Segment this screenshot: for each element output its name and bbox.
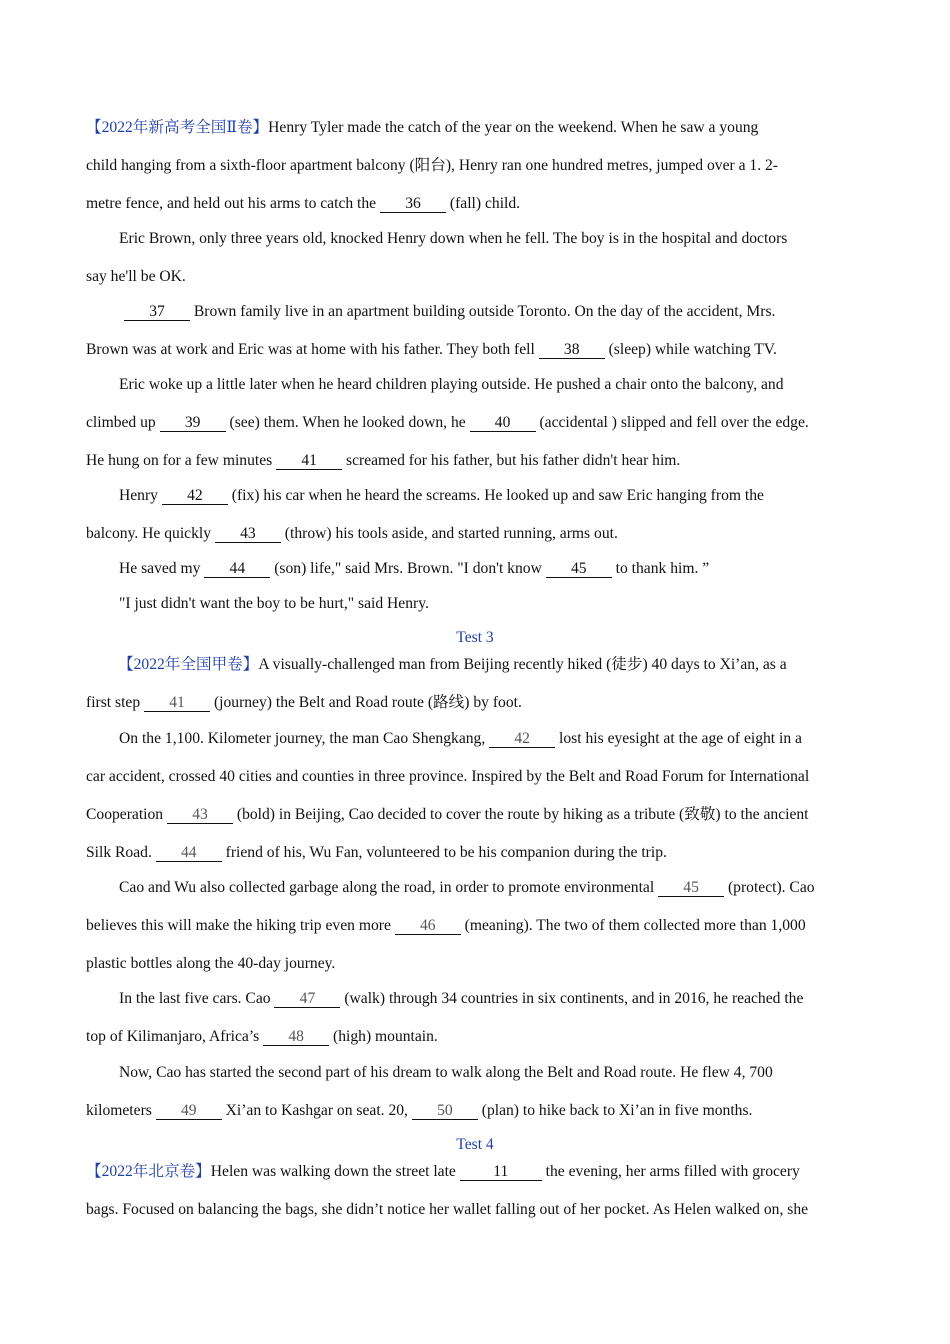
blank-field: 44 (204, 561, 270, 578)
passage-line: say he'll be OK. (86, 268, 186, 285)
passage-line: In the last five cars. Cao 47 (walk) through 34 countries in six continents, and in 2016, he reached the (119, 990, 804, 1007)
passage-line: Cooperation 43 (bold) in Beijing, Cao decided to cover the route by hiking as a tribute (致敬) to the ancient (86, 806, 809, 823)
passage-line: top of Kilimanjaro, Africa’s 48 (high) mountain. (86, 1028, 438, 1045)
blank-field: 42 (162, 488, 228, 505)
passage-line: Cao and Wu also collected garbage along the road, in order to promote environmental 45 (protect). Cao (119, 879, 815, 896)
passage-line: plastic bottles along the 40-day journey. (86, 955, 336, 972)
passage-line: Now, Cao has started the second part of his dream to walk along the Belt and Road route. He flew 4, 700 (119, 1064, 773, 1081)
blank-field: 45 (546, 561, 612, 578)
test-heading: Test 3 (456, 629, 494, 646)
blank-field: 43 (215, 526, 281, 543)
blank-field: 40 (470, 415, 536, 432)
passage-line: 【2022年全国甲卷】A visually-challenged man from Beijing recently hiked (徒步) 40 days to Xi’an, as a (118, 656, 787, 673)
blank-field: 41 (144, 695, 210, 712)
blank-field: 48 (263, 1029, 329, 1046)
blank-field: 45 (658, 880, 724, 897)
blank-field: 38 (539, 342, 605, 359)
passage-line: child hanging from a sixth-floor apartment balcony (阳台), Henry ran one hundred metres, jumped over a 1. 2- (86, 157, 778, 174)
passage-line: 【2022年新高考全国Ⅱ卷】Henry Tyler made the catch of the year on the weekend. When he saw a young (86, 119, 759, 136)
passage-line: 【2022年北京卷】Helen was walking down the street late 11 the evening, her arms filled with grocery (86, 1163, 800, 1180)
blank-field: 49 (156, 1103, 222, 1120)
test-heading: Test 4 (456, 1136, 494, 1153)
blank-field: 11 (460, 1164, 542, 1181)
passage-line: He hung on for a few minutes 41 screamed for his father, but his father didn't hear him. (86, 452, 681, 469)
passage-line: On the 1,100. Kilometer journey, the man Cao Shengkang, 42 lost his eyesight at the age of eight in a (119, 730, 802, 747)
passage-line: believes this will make the hiking trip even more 46 (meaning). The two of them collected more than 1,000 (86, 917, 806, 934)
passage-line: He saved my 44 (son) life," said Mrs. Brown. "I don't know 45 to thank him. ” (119, 560, 710, 577)
passage-line: Brown was at work and Eric was at home with his father. They both fell 38 (sleep) while watching TV. (86, 341, 777, 358)
blank-field: 42 (489, 731, 555, 748)
passage-line: kilometers 49 Xi’an to Kashgar on seat. 20, 50 (plan) to hike back to Xi’an in five months. (86, 1102, 753, 1119)
passage-line: Henry 42 (fix) his car when he heard the screams. He looked up and saw Eric hanging from the (119, 487, 764, 504)
passage-line: balcony. He quickly 43 (throw) his tools aside, and started running, arms out. (86, 525, 618, 542)
blank-field: 37 (124, 304, 190, 321)
blank-field: 43 (167, 807, 233, 824)
source-tag: 【2022年全国甲卷】 (118, 656, 259, 673)
blank-field: 36 (380, 196, 446, 213)
passage-line: 37 Brown family live in an apartment building outside Toronto. On the day of the accident, Mrs. (124, 302, 775, 322)
blank-field: 47 (274, 991, 340, 1008)
source-tag: 【2022年新高考全国Ⅱ卷】 (86, 119, 269, 136)
passage-line: "I just didn't want the boy to be hurt," said Henry. (119, 595, 429, 612)
blank-field: 41 (276, 453, 342, 470)
passage-line: climbed up 39 (see) them. When he looked down, he 40 (accidental ) slipped and fell over the edge. (86, 414, 809, 431)
passage-line: Eric Brown, only three years old, knocked Henry down when he fell. The boy is in the hospital and doctors (119, 230, 788, 247)
passage-line: bags. Focused on balancing the bags, she didn’t notice her wallet falling out of her pocket. As Helen walked on, she (86, 1201, 809, 1218)
blank-field: 50 (412, 1103, 478, 1120)
passage-line: Silk Road. 44 friend of his, Wu Fan, volunteered to be his companion during the trip. (86, 844, 667, 861)
passage-line: car accident, crossed 40 cities and counties in three province. Inspired by the Belt and Road Forum for International (86, 768, 810, 785)
passage-line: metre fence, and held out his arms to catch the 36 (fall) child. (86, 195, 521, 212)
blank-field: 39 (160, 415, 226, 432)
passage-line: first step 41 (journey) the Belt and Road route (路线) by foot. (86, 694, 522, 711)
blank-field: 46 (395, 918, 461, 935)
source-tag: 【2022年北京卷】 (86, 1163, 211, 1180)
passage-line: Eric woke up a little later when he heard children playing outside. He pushed a chair onto the balcony, and (119, 376, 784, 393)
blank-field: 44 (156, 845, 222, 862)
